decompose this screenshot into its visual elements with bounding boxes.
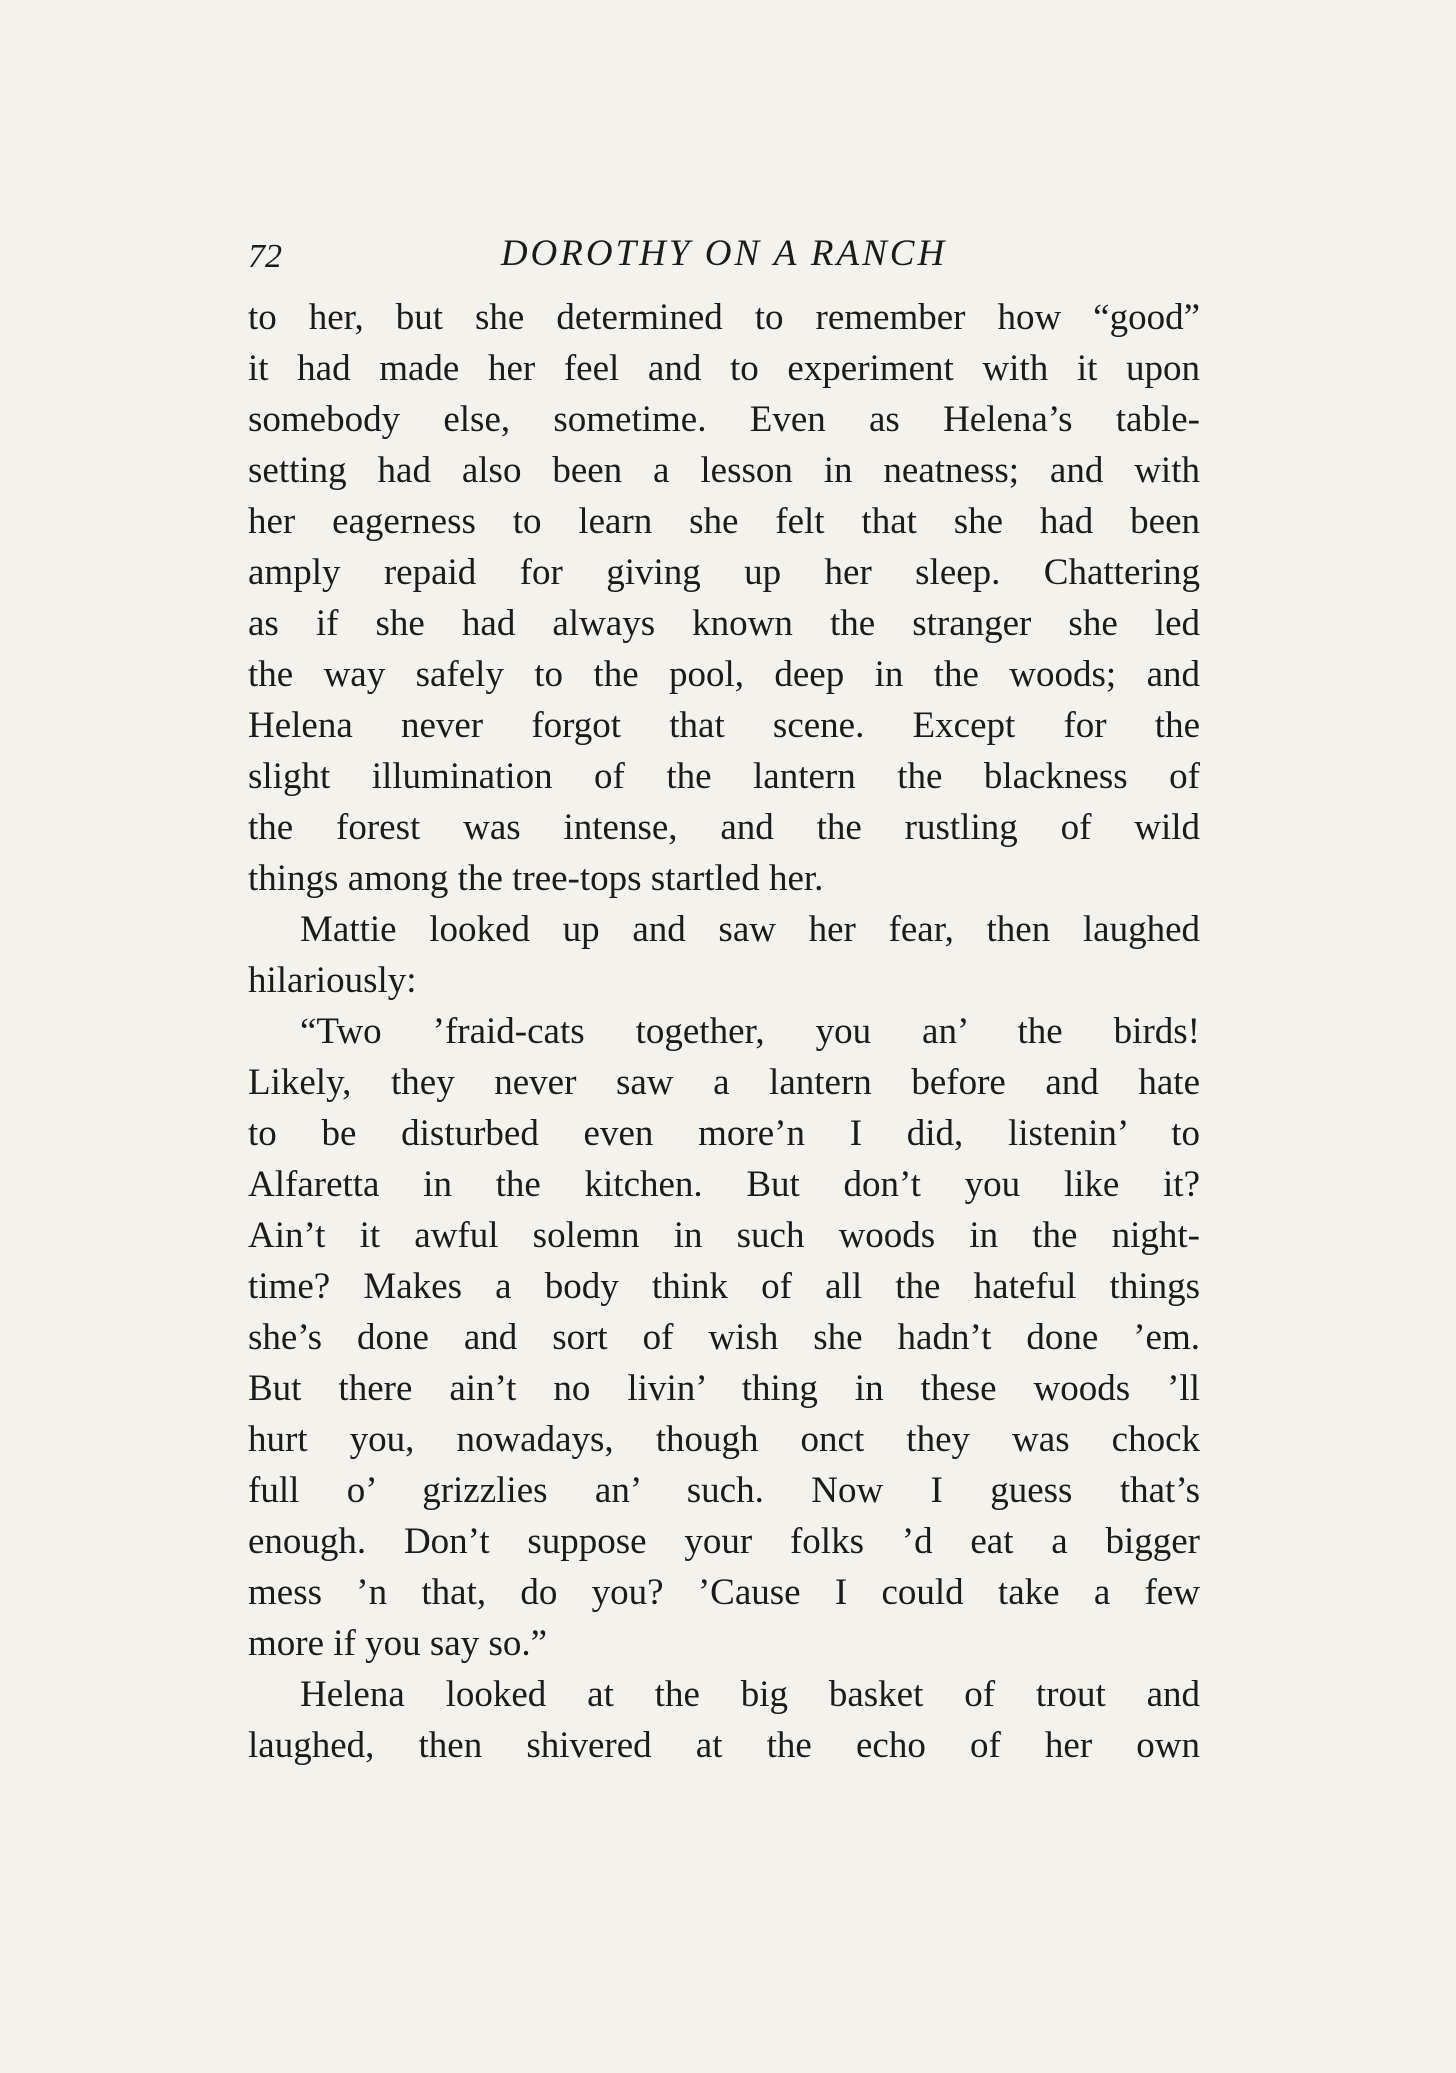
page-number: 72 xyxy=(248,238,282,275)
body-text xyxy=(248,292,1200,1771)
text-line: to be disturbed even more’n I did, listenin’ to xyxy=(248,1113,1200,1154)
text-line: Ain’t it awful solemn in such woods in the night- xyxy=(248,1215,1200,1256)
text-line: hurt you, nowadays, though onct they was chock xyxy=(248,1419,1200,1460)
text-line: her eagerness to learn she felt that she had been xyxy=(248,501,1200,542)
page-header xyxy=(248,232,1200,292)
running-head: DOROTHY ON A RANCH xyxy=(500,233,948,274)
text-line: setting had also been a lesson in neatness; and with xyxy=(248,450,1200,491)
text-line: time? Makes a body think of all the hateful things xyxy=(248,1266,1200,1307)
text-line: it had made her feel and to experiment with it upon xyxy=(248,348,1200,389)
text-line: Helena never forgot that scene. Except for the xyxy=(248,705,1200,746)
text-line: Helena looked at the big basket of trout and xyxy=(300,1674,1200,1715)
text-line: Mattie looked up and saw her fear, then laughed xyxy=(300,909,1200,950)
text-line: things among the tree-tops startled her. xyxy=(248,858,824,899)
text-line: the forest was intense, and the rustling of wild xyxy=(248,807,1200,848)
text-line: Alfaretta in the kitchen. But don’t you like it? xyxy=(248,1164,1200,1205)
text-line: But there ain’t no livin’ thing in these woods ’ll xyxy=(248,1368,1200,1409)
text-line: hilariously: xyxy=(248,960,417,1001)
text-line: Likely, they never saw a lantern before and hate xyxy=(248,1062,1200,1103)
text-line: mess ’n that, do you? ’Cause I could take a few xyxy=(248,1572,1200,1613)
text-line: laughed, then shivered at the echo of her own xyxy=(248,1725,1200,1766)
text-line: amply repaid for giving up her sleep. Chattering xyxy=(248,552,1200,593)
text-line: slight illumination of the lantern the blackness of xyxy=(248,756,1200,797)
text-line: full o’ grizzlies an’ such. Now I guess that’s xyxy=(248,1470,1200,1511)
text-line: to her, but she determined to remember how “good” xyxy=(248,297,1200,338)
text-line: enough. Don’t suppose your folks ’d eat a bigger xyxy=(248,1521,1200,1562)
text-line: somebody else, sometime. Even as Helena’s table- xyxy=(248,399,1200,440)
text-line: the way safely to the pool, deep in the woods; and xyxy=(248,654,1200,695)
text-line: “Two ’fraid-cats together, you an’ the birds! xyxy=(300,1011,1200,1052)
text-line: as if she had always known the stranger she led xyxy=(248,603,1200,644)
text-line: more if you say so.” xyxy=(248,1623,548,1664)
text-line: she’s done and sort of wish she hadn’t done ’em. xyxy=(248,1317,1200,1358)
